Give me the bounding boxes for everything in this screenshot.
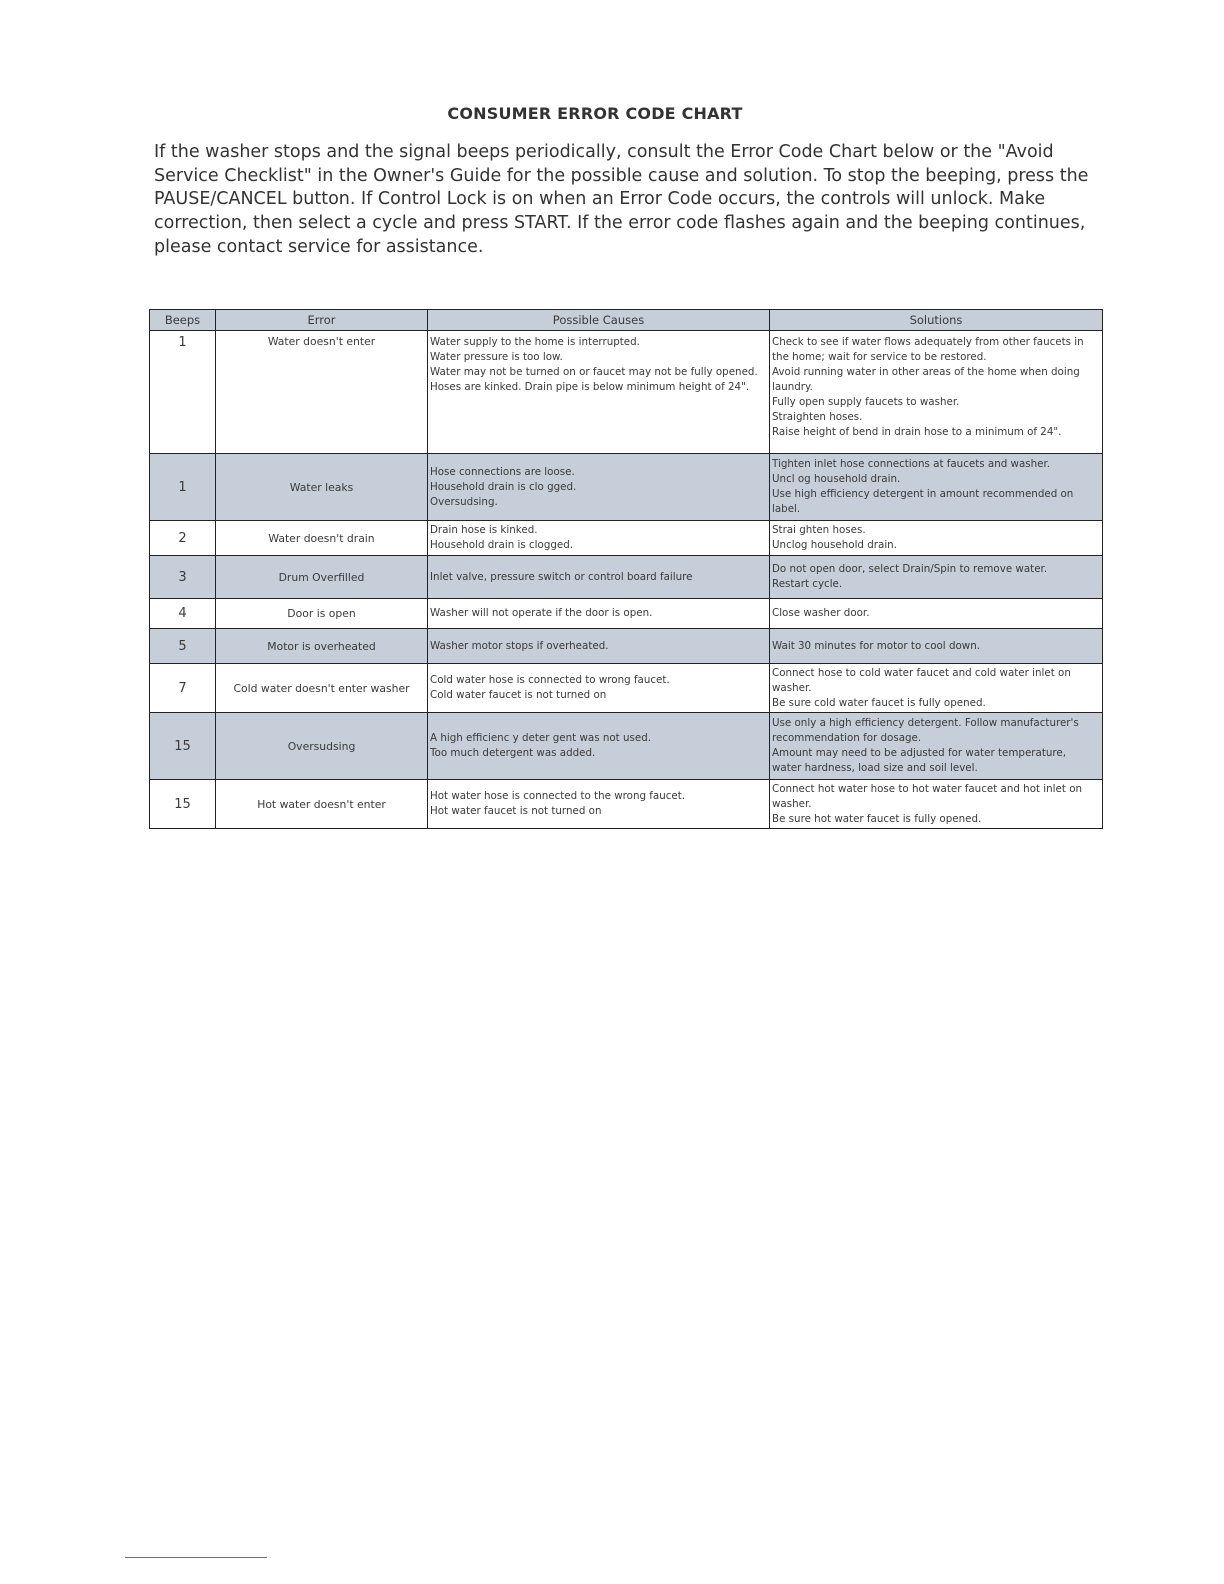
error-cell: Motor is overheated (216, 629, 428, 664)
solution-line: Connect hose to cold water faucet and cold water inlet on (772, 666, 1071, 679)
cause-line: Household drain is clogged. (430, 539, 574, 551)
causes-cell (428, 713, 770, 780)
error-cell: Water doesn't enter (216, 331, 428, 454)
beeps-cell: 4 (150, 599, 216, 629)
causes-cell (428, 331, 770, 454)
cause-line: Hot water faucet is not turned on (430, 805, 602, 817)
solution-line: Straighten hoses. (772, 411, 863, 423)
causes-cell (428, 664, 770, 713)
table-row (150, 780, 1103, 829)
solution-line: Tighten inlet hose connections at faucets and washer. (772, 458, 1051, 470)
cause-line: Hot water hose is connected to the wrong faucet. (430, 790, 686, 802)
table-row (150, 664, 1103, 713)
error-cell: Hot water doesn't enter (216, 780, 428, 829)
table-row (150, 331, 1103, 454)
header-solutions: Solutions (770, 310, 1103, 331)
solution-line: Be sure hot water faucet is fully opened. (772, 812, 982, 825)
error-cell: Water doesn't drain (216, 521, 428, 556)
cause-line: Water pressure is too low. (430, 351, 563, 363)
intro-line: correction, then select a cycle and press START. If the error code flashes again and the beeping continues, (154, 213, 1086, 234)
solution-line: washer. (772, 681, 812, 694)
causes-cell (428, 780, 770, 829)
cause-line: Hoses are kinked. Drain pipe is below minimum height of 24". (430, 381, 750, 393)
causes-cell (428, 454, 770, 521)
solution-line: Check to see if water flows adequately from other faucets in (772, 336, 1084, 348)
beeps-cell: 15 (150, 713, 216, 780)
solution-line: Unclog household drain. (772, 539, 897, 551)
beeps-cell: 7 (150, 664, 216, 713)
error-cell: Cold water doesn't enter washer (216, 664, 428, 713)
solutions-cell (770, 521, 1103, 556)
solution-line: Restart cycle. (772, 578, 843, 590)
cause-line: Household drain is clo gged. (430, 480, 577, 493)
solution-line: Use high efficiency detergent in amount recommended on (772, 488, 1074, 500)
intro-line: please contact service for assistance. (154, 236, 484, 257)
table-row (150, 556, 1103, 599)
header-error: Error (216, 310, 428, 331)
page-title: CONSUMER ERROR CODE CHART (447, 104, 743, 123)
footer-rule (125, 1557, 267, 1558)
error-cell: Drum Overfilled (216, 556, 428, 599)
solutions-cell (770, 664, 1103, 713)
solution-line: Close washer door. (772, 607, 870, 619)
solutions-cell (770, 629, 1103, 664)
solution-line: Be sure cold water faucet is fully opened. (772, 696, 986, 709)
table-row (150, 521, 1103, 556)
solution-line: Strai ghten hoses. (772, 524, 866, 536)
causes-cell (428, 556, 770, 599)
cause-line: Cold water hose is connected to wrong faucet. (430, 674, 670, 686)
header-possible-causes: Possible Causes (428, 310, 770, 331)
cause-line: Washer motor stops if overheated. (430, 639, 609, 652)
solution-line: the home; wait for service to be restored. (772, 351, 987, 363)
beeps-cell: 1 (150, 331, 216, 454)
solutions-cell (770, 331, 1103, 454)
solution-line: label. (772, 503, 801, 515)
cause-line: Cold water faucet is not turned on (430, 689, 607, 701)
beeps-cell: 3 (150, 556, 216, 599)
beeps-cell: 2 (150, 521, 216, 556)
error-cell: Oversudsing (216, 713, 428, 780)
solutions-cell (770, 713, 1103, 780)
solutions-cell (770, 454, 1103, 521)
solution-line: washer. (772, 797, 812, 810)
intro-line: Service Checklist" in the Owner's Guide for the possible cause and solution. To stop the beeping, press the (154, 165, 1089, 186)
cause-line: Oversudsing. (430, 495, 498, 508)
header-beeps: Beeps (150, 310, 216, 331)
cause-line: A high efficienc y deter gent was not used. (430, 732, 652, 744)
table-row (150, 629, 1103, 664)
intro-paragraph (154, 141, 1089, 260)
error-cell: Water leaks (216, 454, 428, 521)
solution-line: recommendation for dosage. (772, 732, 922, 744)
intro-line: If the washer stops and the signal beeps periodically, consult the Error Code Chart below or the "Avoid (154, 142, 1054, 162)
beeps-cell: 15 (150, 780, 216, 829)
table-row (150, 454, 1103, 521)
intro-line: PAUSE/CANCEL button. If Control Lock is on when an Error Code occurs, the controls will unlock. Make (154, 189, 1046, 210)
solution-line: water hardness, load size and soil level. (772, 762, 978, 774)
solutions-cell (770, 599, 1103, 629)
beeps-cell: 5 (150, 629, 216, 664)
solutions-cell (770, 556, 1103, 599)
beeps-cell: 1 (150, 454, 216, 521)
cause-line: Water supply to the home is interrupted. (430, 336, 640, 348)
cause-line: Washer will not operate if the door is open. (430, 607, 653, 619)
cause-line: Too much detergent was added. (430, 747, 596, 759)
solution-line: Fully open supply faucets to washer. (772, 396, 960, 408)
table-header-row (150, 310, 1103, 331)
solution-line: laundry. (772, 381, 813, 393)
cause-line: Inlet valve, pressure switch or control board failure (430, 570, 693, 583)
solution-line: Avoid running water in other areas of the home when doing (772, 366, 1080, 378)
error-code-table (149, 309, 1103, 829)
cause-line: Hose connections are loose. (430, 465, 575, 478)
table-row (150, 713, 1103, 780)
solution-line: Use only a high efficiency detergent. Follow manufacturer's (772, 717, 1079, 729)
solution-line: Wait 30 minutes for motor to cool down. (772, 639, 980, 652)
causes-cell (428, 629, 770, 664)
solution-line: Amount may need to be adjusted for water temperature, (772, 747, 1067, 759)
cause-line: Drain hose is kinked. (430, 524, 538, 536)
solution-line: Do not open door, select Drain/Spin to remove water. (772, 563, 1048, 575)
solution-line: Connect hot water hose to hot water faucet and hot inlet on (772, 782, 1083, 795)
solution-line: Uncl og household drain. (772, 473, 901, 485)
cause-line: Water may not be turned on or faucet may not be fully opened. (430, 366, 758, 378)
error-cell: Door is open (216, 599, 428, 629)
causes-cell (428, 521, 770, 556)
solution-line: Raise height of bend in drain hose to a minimum of 24". (772, 426, 1062, 438)
table-row (150, 599, 1103, 629)
solutions-cell (770, 780, 1103, 829)
causes-cell (428, 599, 770, 629)
